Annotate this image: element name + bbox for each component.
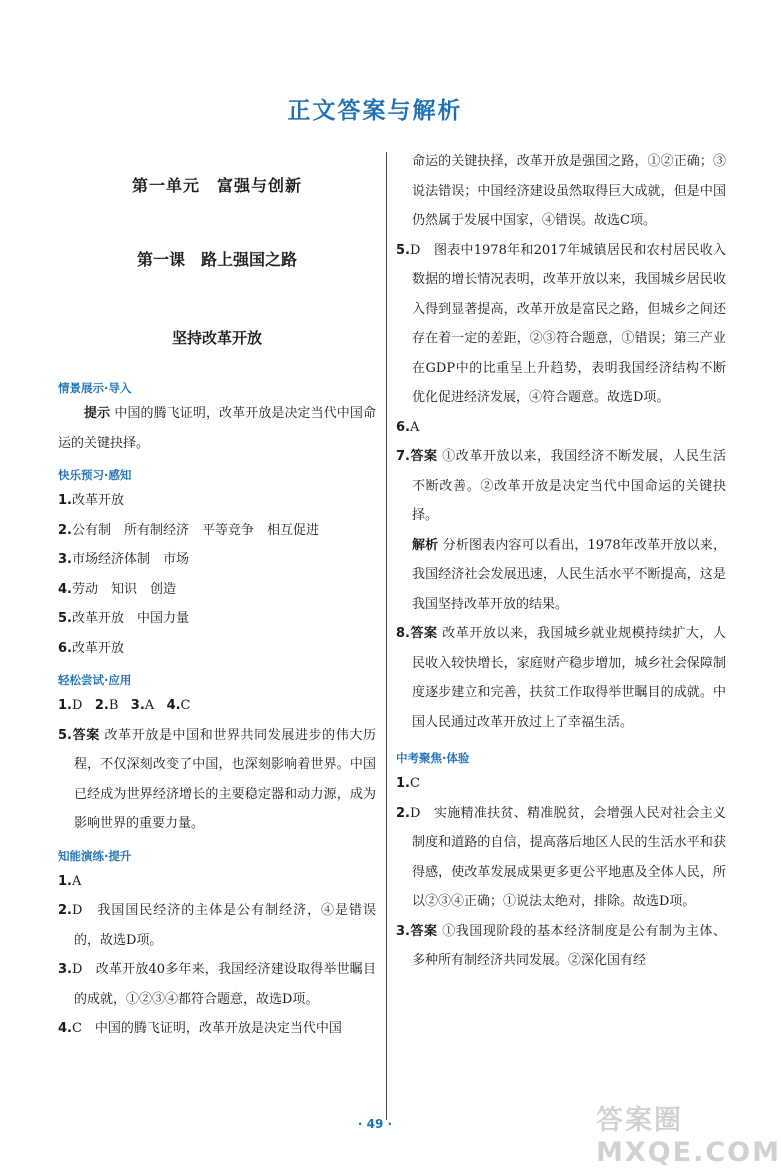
answer-item [396,917,726,976]
item-text: B [108,698,119,713]
right-column [396,147,726,976]
section-heading: 轻松尝试·应用 [58,673,132,687]
item-text: C [180,698,191,713]
item-text: D 我国国民经济的主体是公有制经济，④是错误的，故选D项。 [71,903,376,948]
hint-tag: 提示 [84,406,111,421]
item-text: D 图表中1978年和2017年城镇居民和农村居民收入数据的增长情况表明，改革开放以来，我国城乡居民收入得到显著提高，改革开放是富民之路，但城乡之间还存在着一定的差距，②③符合题意，①错误；第三产业在GDP中的比重呈上升趋势，表明我国经济结构不断优化促进经济发展，④符合题意。故选D项。 [409,242,726,405]
answer-item [396,619,726,737]
answer-item [58,575,376,605]
answer-item [396,236,726,413]
item-number: 1. [396,776,410,791]
item-text: 改革开放 [71,493,124,508]
left-column [58,165,376,1044]
item-number: 5. [396,242,410,258]
answer-item [58,721,376,839]
item-text: 市场经济体制 市场 [71,552,189,567]
answer-item [58,545,376,575]
answer-item [396,769,726,799]
answer-tag: 答案 [409,923,438,939]
item-number: 3. [130,698,145,713]
page-number: · 49 · [357,1117,393,1131]
answer-tag: 答案 [409,449,438,464]
answer-item [58,955,376,1014]
item-number: 3. [396,923,410,939]
item-text: A [71,873,82,889]
item-text: A [144,698,155,713]
item-number: 3. [58,962,72,977]
item-text: D 实施精准扶贫、精准脱贫，会增强人民对社会主义制度和道路的自信，提高落后地区人民的生活水平和获得感，使改革发展成果更多更公平地惠及全体人民，所以②③④正确；①说法太绝对，排除。故选D项。 [409,805,726,909]
analysis-paragraph [396,531,726,620]
page-title: 正文答案与解析 [287,98,463,124]
watermark-logo: 答案圈 MXQE.COM [596,1105,781,1168]
section-heading: 知能演练·提升 [58,848,132,863]
item-text: D 改革开放40多年来，我国经济建设取得举世瞩目的成就，①②③④都符合题意，故选D项。 [71,962,376,1007]
answer-item [58,896,376,955]
item-text: 改革开放 [71,640,124,656]
item-number: 2. [58,522,72,538]
section-heading: 中考聚焦·体验 [396,751,470,765]
item-text: ①改革开放以来，我国经济不断发展，人民生活不断改善。②改革开放是决定当代中国命运的关键抉择。 [412,449,726,523]
hint-paragraph [58,399,376,458]
item-number: 4. [58,1021,72,1036]
item-text: 改革开放以来，我国城乡就业规模持续扩大，人民收入较快增长，家庭财产稳步增加，城乡社会保障制度逐步建立和完善，扶贫工作取得举世瞩目的成就。中国人民通过改革开放过上了幸福生活。 [412,626,726,730]
item-text: 改革开放是中国和世界共同发展进步的伟大历程，不仅深刻改变了中国，也深刻影响着世界。中国已经成为世界经济增长的主要稳定器和动力源，成为影响世界的重要力量。 [74,727,376,831]
item-text: 分析图表内容可以看出，1978年改革开放以来，我国经济社会发展迅速，人民生活水平不断提高，这是我国坚持改革开放的结果。 [412,537,726,612]
continued-answer: 命运的关键抉择，改革开放是强国之路，①②正确；③说法错误；中国经济建设虽然取得巨大成就，但是中国仍然属于发展中国家，④错误。故选C项。 [412,154,726,228]
answer-item [396,799,726,917]
lesson-title: 第一课 路上强国之路 [136,250,297,269]
item-number: 1. [58,493,72,508]
item-number: 4. [166,698,181,713]
item-number: 7. [396,449,410,464]
answer-item [58,634,376,664]
item-text: 劳动 知识 创造 [71,581,176,597]
item-text: 改革开放 中国力量 [71,611,189,626]
column-divider [386,152,387,1120]
answer-item [58,516,376,546]
answer-line [58,691,376,721]
item-number: 1. [58,698,72,713]
item-text: C [409,776,420,791]
item-text: ①我国现阶段的基本经济制度是公有制为主体、多种所有制经济共同发展。②深化国有经 [412,923,726,968]
item-number: 1. [58,873,72,889]
answer-item [58,1014,376,1044]
answer-tag: 答案 [71,727,100,743]
section-heading: 情景展示·导入 [58,381,132,395]
item-number: 5. [58,611,72,626]
answer-item [396,413,726,443]
item-text: D [71,698,83,713]
item-number: 2. [58,903,72,918]
topic-title: 坚持改革开放 [171,329,262,347]
item-number: 6. [396,419,410,435]
answer-item [58,604,376,634]
item-number: 4. [58,581,72,597]
item-text: 公有制 所有制经济 平等竞争 相互促进 [71,522,319,538]
hint-text: 中国的腾飞证明，改革开放是决定当代中国命运的关键抉择。 [58,406,376,451]
answer-item [58,867,376,897]
item-number: 3. [58,552,72,567]
answer-item [396,442,726,531]
item-number: 8. [396,626,410,641]
answer-tag: 答案 [409,626,438,641]
analysis-tag: 解析 [412,537,439,553]
unit-title: 第一单元 富强与创新 [131,176,302,195]
item-text: C 中国的腾飞证明，改革开放是决定当代中国 [71,1021,342,1036]
section-heading: 快乐预习·感知 [58,468,132,482]
item-number: 6. [58,640,72,656]
item-number: 2. [396,805,410,821]
answer-item [58,486,376,516]
item-number: 5. [58,727,72,743]
item-number: 2. [94,698,109,713]
item-text: A [409,419,420,435]
